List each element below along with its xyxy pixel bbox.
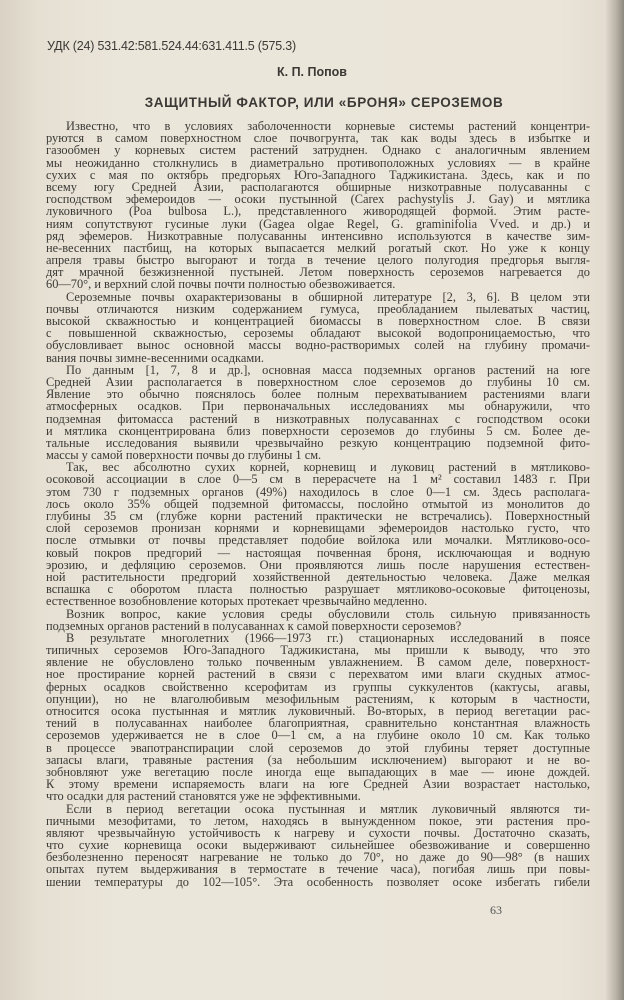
text-line: и мятлика сконцентрирована близ поверхности сероземов до глубины 5 см. Более де-	[46, 423, 590, 438]
text-line: с повышенной скважностью, сероземы обладают высокой водопроницаемостью, что	[46, 326, 590, 341]
text-line: ковый покров предгорий — настоящая почвенная броня, исключающая и водную	[46, 545, 590, 560]
text-line: после отмывки от почвы представляет подобие войлока или мочалки. Мятликово-осо-	[46, 533, 590, 548]
text-line: относится осока пустынная и мятлик луковичный. Во-вторых, в период вегетации рас-	[46, 704, 590, 718]
text-line: ной растительности предгорий хозяйственной деятельностью человека. Даже мелкая	[46, 569, 590, 584]
text-line: К этому времени испаряемость влаги на юге Средней Азии возрастает настолько,	[46, 777, 590, 792]
paragraph	[46, 120, 590, 291]
text-line: Известно, что в условиях заболоченности корневые системы растений концентри-	[66, 119, 590, 133]
text-line: высокой скважностью и концентрацией биомассы в поверхностном слое. В связи	[46, 314, 590, 328]
text-line: Если в период вегетации осока пустынная и мятлик луковичный являются ти-	[66, 801, 590, 816]
text-line: сероземов удерживается не в слое 0—1 см, а на глубине около 10 см. Как только	[46, 728, 590, 743]
text-line: Явление это обычно пояснялось более полным перехватыванием растениями влаги	[46, 387, 590, 402]
text-line: атмосферных осадков. При первоначальных исследованиях мы обнаружили, что	[46, 399, 590, 414]
text-line: мы неожиданно столкнулись в диаметрально противоположных условиях — в крайне	[46, 155, 590, 170]
text-line: глубины 35 см (глубже корни растений практически не встречались). Поверхностный	[46, 509, 590, 523]
text-line: почвы отличаются низким содержанием гумуса, преобладанием пылеватых частиц,	[46, 301, 590, 316]
text-line: апреля травы быстро выгорают и тогда в течение целого полугодия предгорья выгля-	[46, 253, 590, 268]
text-line: тальные исследования выявили чрезвычайно резкую концентрацию подземной фито-	[46, 435, 590, 450]
text-line: опытах путем выдерживания в термостате в течение часа), погибая лишь при повы-	[46, 862, 590, 877]
text-line: в процессе эвапотранспирации слой сероземов до этой глубины теряет доступные	[46, 740, 590, 755]
article-title: ЗАЩИТНЫЙ ФАКТОР, ИЛИ «БРОНЯ» СЕРОЗЕМОВ	[144, 95, 504, 110]
text-line: Средней Азии располагается в поверхностном слое сероземов до глубины 10 см.	[46, 374, 590, 389]
text-line: тений в полусаваннах наиболее благоприятная, сравнительно константная влажность	[46, 716, 590, 731]
text-line: типичных сероземов Юго-Западного Таджикистана, мы пришли к выводу, что это	[46, 643, 590, 658]
text-line: шении температуры до 102—105°. Эта особенность позволяет осоке избегать гибели	[46, 874, 590, 889]
paragraph	[46, 608, 590, 632]
paragraph	[46, 364, 590, 462]
text-line: эрозию, и дефляцию сероземов. Они проявляются лишь после нарушения естествен-	[46, 557, 590, 572]
text-line: явление не обусловлено только почвенным увлажнением. В самом деле, поверхност-	[46, 655, 590, 670]
text-line: естественное возобновление которых протекает чрезвычайно медленно.	[46, 594, 428, 609]
text-line: вания почвы зимне-весенними осадками.	[46, 350, 264, 365]
text-line: опунции), но не влаголюбивым мезофильным растениям, к которым в частности,	[46, 691, 590, 706]
text-line: что сухие корневища осоки выдерживают сильнейшее обезвоживание и совершенно	[46, 838, 590, 853]
text-line: что осадки для растений становятся уже не эффективными.	[46, 789, 361, 804]
text-line: руются в самом поверхностном слое почвогрунта, так как воды здесь в избытке и	[46, 131, 590, 146]
paragraph	[46, 461, 590, 607]
author-name: К. П. Попов	[277, 65, 347, 79]
udc-code: УДК (24) 531.42:581.524.44:631.411.5 (575.3)	[47, 39, 297, 53]
text-line: осоковой ассоциации в слое 0—5 см в перерасчете на 1 м² составил 1483 г. При	[46, 472, 590, 487]
text-line: ное простирание корней растений в связи с перехватом ими влаги скудных атмос-	[46, 667, 590, 682]
text-line: сухих с мая по октябрь предгорьях Юго-Западного Таджикистана. Здесь, как и по	[46, 167, 590, 182]
text-line: массы у самой поверхности почвы до глубины 1 см.	[46, 448, 322, 463]
text-line: господством эфемероидов — осоки пустынной (Carex pachystylis J. Gay) и мятлика	[46, 192, 590, 207]
text-line: вспашка с оборотом пласта полностью разрушает мятликово-осоковые фитоценозы,	[46, 582, 590, 597]
text-line: 60—70°, и верхний слой почвы почти полностью обезвоживается.	[46, 277, 396, 292]
text-line: слой сероземов пронизан корнями и корневищами эфемероидов настолько густо, что	[46, 521, 590, 536]
text-line: В результате многолетних (1966—1973 гг.) стационарных исследований в поясе	[66, 630, 590, 645]
text-line: этом 730 г подземных органов (49%) находилось в слое 0—1 см. Здесь располага-	[46, 484, 590, 499]
text-line: Возник вопрос, какие условия среды обусловили столь сильную привязанность	[66, 606, 590, 621]
text-line: являют чрезвычайную устойчивость к нагреву и сухости почвы. Достаточно сказать,	[46, 825, 590, 840]
text-line: лось около 35% общей подземной фитомассы, послойно отмытой из монолитов до	[46, 496, 590, 511]
text-line: Сероземные почвы охарактеризованы в обширной литературе [2, 3, 6]. В целом эти	[66, 289, 590, 304]
text-line: запасы влаги, травяные растения (за небольшим исключением) выгорают и не во-	[46, 752, 590, 767]
paragraph	[46, 632, 590, 803]
text-line: не-весенних пастбищ, на которых выпасается мелкий рогатый скот. Но уже к концу	[46, 240, 590, 255]
paragraph	[46, 803, 590, 888]
paragraph	[46, 291, 590, 364]
text-line: зобновляют уже вегетацию после иногда еще выпадающих в мае — июне дождей.	[46, 764, 590, 779]
text-line: безболезненно переносят нагревание не только до 70°, но даже до 90—98° (в наших	[46, 850, 590, 865]
text-line: ряд эфемеров. Низкотравные полусаванны интенсивно используются в качестве зим-	[46, 228, 590, 243]
text-line: По данным [1, 7, 8 и др.], основная масса подземных органов растений на юге	[66, 362, 590, 377]
page-number: 63	[490, 903, 502, 917]
text-line: дят мрачной безжизненной пустыней. Летом поверхность сероземов нагревается до	[46, 265, 590, 280]
text-line: ниям сопутствуют гусиные луки (Gagea olgae Regel, G. graminifolia Vved. и др.) и	[46, 216, 590, 231]
text-line: обусловливает вынос основной массы водно-растворимых солей на глубину промачи-	[46, 338, 590, 353]
text-line: Так, вес абсолютно сухих корней, корневищ и луковиц растений в мятликово-	[66, 460, 590, 475]
text-line: луковичного (Poa bulbosa L.), представленного живородящей формой. Этим расте-	[46, 204, 590, 219]
article-body	[46, 120, 590, 888]
text-line: пичными мезофитами, то летом, находясь в вынужденном покое, эти растения про-	[46, 813, 590, 828]
text-line: газообмен у корневых систем растений затруднен. Однако с аналогичным явлением	[46, 143, 590, 158]
text-line: подземная фитомасса растений в низкотравных полусаваннах с господством осоки	[46, 411, 590, 426]
text-line: ферных осадков свойственно ксерофитам из группы суккулентов (кактусы, агавы,	[46, 679, 590, 694]
text-line: подземных органов растений в полусаваннах к самой поверхности сероземов?	[46, 618, 462, 633]
text-line: всему югу Средней Азии, располагаются обширные низкотравные полусаванны с	[46, 179, 590, 194]
